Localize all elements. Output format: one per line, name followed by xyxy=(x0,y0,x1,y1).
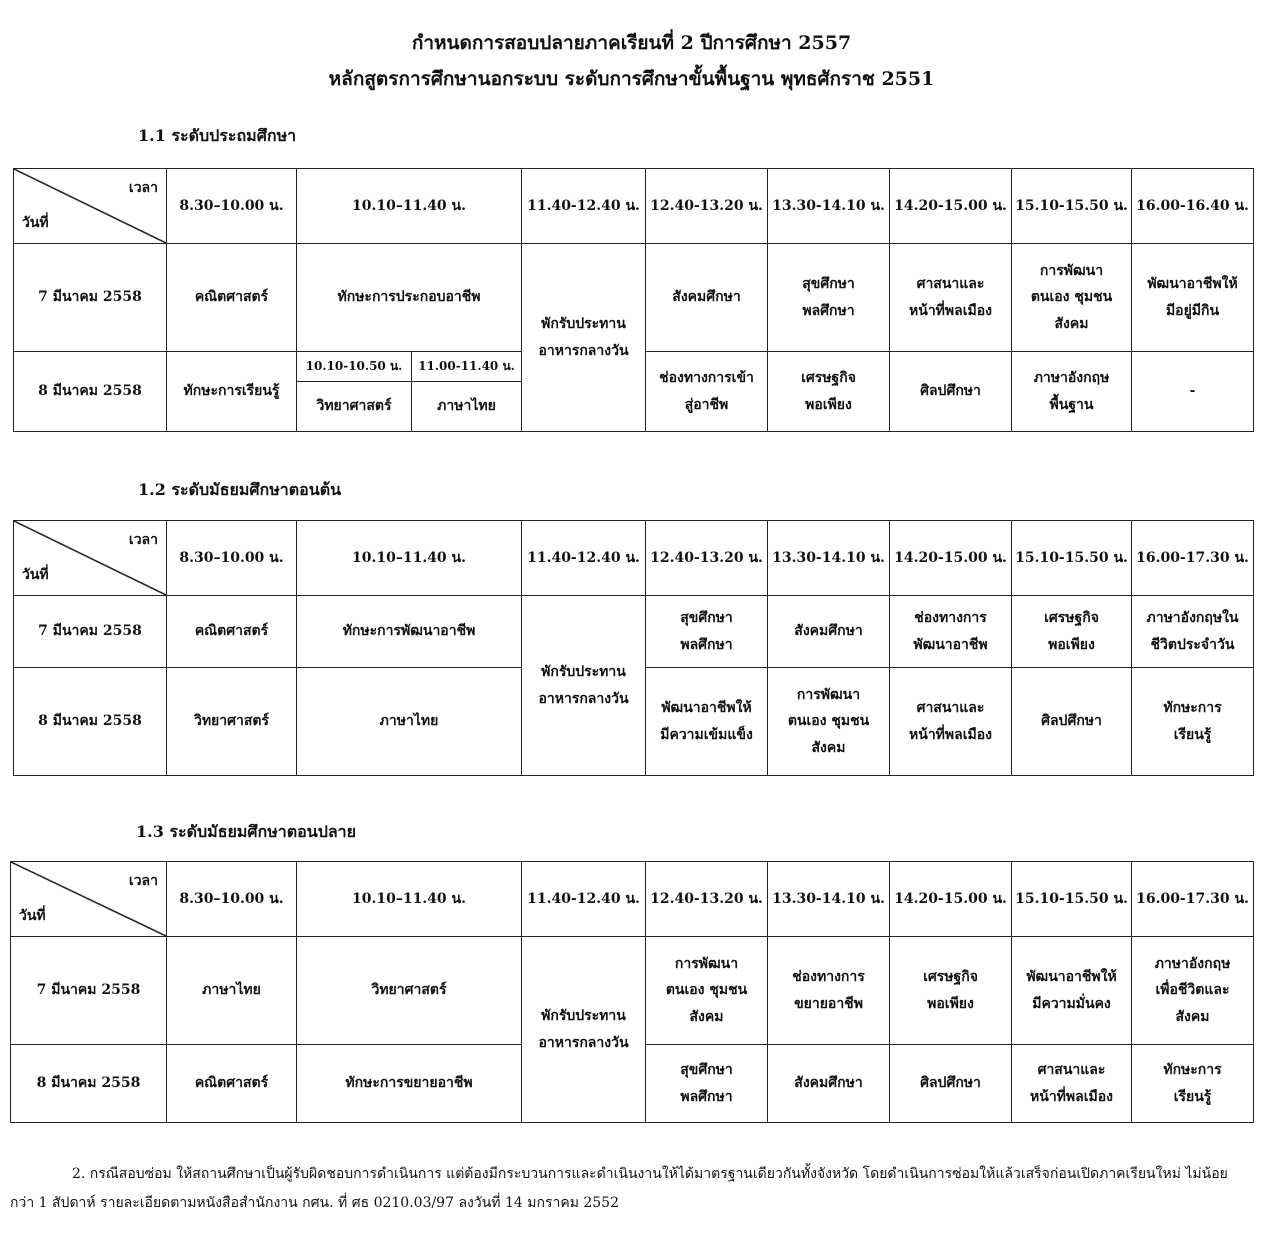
sub-time-cell: 11.00-11.40 น. xyxy=(412,352,522,382)
day-header: วันที่ xyxy=(19,908,46,925)
time-slot-header: 15.10-15.50 น. xyxy=(1012,862,1132,937)
subject-cell: ภาษาไทย xyxy=(167,937,297,1045)
subject-cell: เศรษฐกิจ พอเพียง xyxy=(1012,596,1132,668)
date-cell: 7 มีนาคม 2558 xyxy=(14,596,167,668)
subject-cell: เศรษฐกิจ พอเพียง xyxy=(768,352,890,432)
subject-cell: พัฒนาอาชีพให้ มีความมั่นคง xyxy=(1012,937,1132,1045)
page-title: กำหนดการสอบปลายภาคเรียนที่ 2 ปีการศึกษา 2557 xyxy=(411,32,852,54)
time-slot-header: 16.00-17.30 น. xyxy=(1132,862,1254,937)
time-slot-header: 11.40-12.40 น. xyxy=(522,521,646,596)
page-subtitle: หลักสูตรการศึกษานอกระบบ ระดับการศึกษาขั้นพื้นฐาน พุทธศักราช 2551 xyxy=(328,68,935,90)
date-cell: 8 มีนาคม 2558 xyxy=(14,668,167,776)
subject-cell: สุขศึกษา พลศึกษา xyxy=(646,596,768,668)
time-slot-header: 12.40-13.20 น. xyxy=(646,169,768,244)
subject-cell: ภาษาอังกฤษ เพื่อชีวิตและ สังคม xyxy=(1132,937,1254,1045)
time-slot-header: 8.30–10.00 น. xyxy=(167,862,297,937)
subject-cell: วิทยาศาสตร์ xyxy=(297,937,522,1045)
date-cell: 8 มีนาคม 2558 xyxy=(14,352,167,432)
subject-cell: คณิตศาสตร์ xyxy=(167,1045,297,1123)
subject-cell: สุขศึกษา พลศึกษา xyxy=(768,244,890,352)
time-header: เวลา xyxy=(128,532,158,548)
lunch-break-cell: พักรับประทาน อาหารกลางวัน xyxy=(522,937,646,1123)
subject-cell: เศรษฐกิจ พอเพียง xyxy=(890,937,1012,1045)
subject-cell: ช่องทางการ พัฒนาอาชีพ xyxy=(890,596,1012,668)
time-slot-header: 13.30-14.10 น. xyxy=(768,521,890,596)
subject-cell: ทักษะการขยายอาชีพ xyxy=(297,1045,522,1123)
exam-table-upper-secondary xyxy=(10,861,1254,1123)
time-slot-header: 10.10–11.40 น. xyxy=(297,521,522,596)
day-header: วันที่ xyxy=(22,215,49,232)
subject-cell: ช่องทางการเข้า สู่อาชีพ xyxy=(646,352,768,432)
lunch-break-cell: พักรับประทาน อาหารกลางวัน xyxy=(522,244,646,432)
subject-cell: วิทยาศาสตร์ xyxy=(167,668,297,776)
time-slot-header: 13.30-14.10 น. xyxy=(768,862,890,937)
subject-cell: ภาษาไทย xyxy=(412,382,522,432)
exam-table-lower-secondary xyxy=(13,520,1254,776)
subject-cell: ทักษะการเรียนรู้ xyxy=(167,352,297,432)
header-row xyxy=(14,169,1254,244)
corner-header-cell xyxy=(14,169,167,244)
time-slot-header: 11.40-12.40 น. xyxy=(522,862,646,937)
section-label-upper-secondary: 1.3 ระดับมัธยมศึกษาตอนปลาย xyxy=(136,822,357,841)
time-slot-header: 16.00-16.40 น. xyxy=(1132,169,1254,244)
time-slot-header: 16.00-17.30 น. xyxy=(1132,521,1254,596)
time-slot-header: 14.20-15.00 น. xyxy=(890,169,1012,244)
time-slot-header: 12.40-13.20 น. xyxy=(646,862,768,937)
section-label-lower-secondary: 1.2 ระดับมัธยมศึกษาตอนต้น xyxy=(138,480,342,499)
time-slot-header: 8.30–10.00 น. xyxy=(167,169,297,244)
subject-cell: การพัฒนา ตนเอง ชุมชน สังคม xyxy=(768,668,890,776)
subject-cell: ภาษาไทย xyxy=(297,668,522,776)
footnote-retake-policy: 2. กรณีสอบซ่อม ให้สถานศึกษาเป็นผู้รับผิดชอบการดำเนินการ แต่ต้องมีกระบวนการและดำเนินงานให้ได้มาตรฐานเดียวกันทั้งจังหวัด โดยดำเนินการซ่อมให้แล้วเสร็จก่อนเปิดภาคเรียนใหม่ ไม่น้อยกว่า 1 สัปดาห์ รายละเอียดตามหนังสือสำนักงาน กศน. ที่ ศธ 0210.03/97 ลงวันที่ 14 มกราคม 2552 xyxy=(10,1166,1228,1212)
subject-cell: - xyxy=(1132,352,1254,432)
subject-cell: สังคมศึกษา xyxy=(768,1045,890,1123)
time-slot-header: 14.20-15.00 น. xyxy=(890,862,1012,937)
subject-cell: คณิตศาสตร์ xyxy=(167,244,297,352)
time-slot-header: 12.40-13.20 น. xyxy=(646,521,768,596)
subject-cell: สุขศึกษา พลศึกษา xyxy=(646,1045,768,1123)
subject-cell: ศาสนาและ หน้าที่พลเมือง xyxy=(890,668,1012,776)
time-slot-header: 13.30-14.10 น. xyxy=(768,169,890,244)
date-cell: 8 มีนาคม 2558 xyxy=(11,1045,167,1123)
subject-cell: ศิลปศึกษา xyxy=(890,352,1012,432)
subject-cell: ภาษาอังกฤษ พื้นฐาน xyxy=(1012,352,1132,432)
time-slot-header: 8.30–10.00 น. xyxy=(167,521,297,596)
subject-cell: การพัฒนา ตนเอง ชุมชน สังคม xyxy=(646,937,768,1045)
subject-cell: ทักษะการประกอบอาชีพ xyxy=(297,244,522,352)
subject-cell: ศาสนาและ หน้าที่พลเมือง xyxy=(1012,1045,1132,1123)
table-row xyxy=(11,937,1254,1045)
time-header: เวลา xyxy=(128,873,158,889)
corner-header-cell xyxy=(11,862,167,937)
time-slot-header: 10.10–11.40 น. xyxy=(297,169,522,244)
subject-cell: การพัฒนา ตนเอง ชุมชน สังคม xyxy=(1012,244,1132,352)
sub-time-cell: 10.10-10.50 น. xyxy=(297,352,412,382)
subject-cell: ภาษาอังกฤษใน ชีวิตประจำวัน xyxy=(1132,596,1254,668)
day-header: วันที่ xyxy=(22,567,49,584)
time-slot-header: 15.10-15.50 น. xyxy=(1012,521,1132,596)
corner-header-cell xyxy=(14,521,167,596)
time-slot-header: 10.10–11.40 น. xyxy=(297,862,522,937)
section-label-primary: 1.1 ระดับประถมศึกษา xyxy=(138,126,297,145)
subject-cell: พัฒนาอาชีพให้ มีความเข้มแข็ง xyxy=(646,668,768,776)
subject-cell: สังคมศึกษา xyxy=(768,596,890,668)
exam-table-primary xyxy=(13,168,1254,432)
table-row xyxy=(14,244,1254,352)
subject-cell: วิทยาศาสตร์ xyxy=(297,382,412,432)
subject-cell: สังคมศึกษา xyxy=(646,244,768,352)
subject-cell: ศาสนาและ หน้าที่พลเมือง xyxy=(890,244,1012,352)
time-slot-header: 14.20-15.00 น. xyxy=(890,521,1012,596)
date-cell: 7 มีนาคม 2558 xyxy=(14,244,167,352)
subject-cell: คณิตศาสตร์ xyxy=(167,596,297,668)
header-row xyxy=(11,862,1254,937)
subject-cell: ทักษะการพัฒนาอาชีพ xyxy=(297,596,522,668)
time-header: เวลา xyxy=(128,180,158,196)
header-row xyxy=(14,521,1254,596)
subject-cell: ศิลปศึกษา xyxy=(1012,668,1132,776)
subject-cell: ทักษะการ เรียนรู้ xyxy=(1132,1045,1254,1123)
table-row xyxy=(14,596,1254,668)
subject-cell: ศิลปศึกษา xyxy=(890,1045,1012,1123)
subject-cell: พัฒนาอาชีพให้ มีอยู่มีกิน xyxy=(1132,244,1254,352)
subject-cell: ทักษะการ เรียนรู้ xyxy=(1132,668,1254,776)
subject-cell: ช่องทางการ ขยายอาชีพ xyxy=(768,937,890,1045)
time-slot-header: 15.10-15.50 น. xyxy=(1012,169,1132,244)
time-slot-header: 11.40-12.40 น. xyxy=(522,169,646,244)
date-cell: 7 มีนาคม 2558 xyxy=(11,937,167,1045)
lunch-break-cell: พักรับประทาน อาหารกลางวัน xyxy=(522,596,646,776)
